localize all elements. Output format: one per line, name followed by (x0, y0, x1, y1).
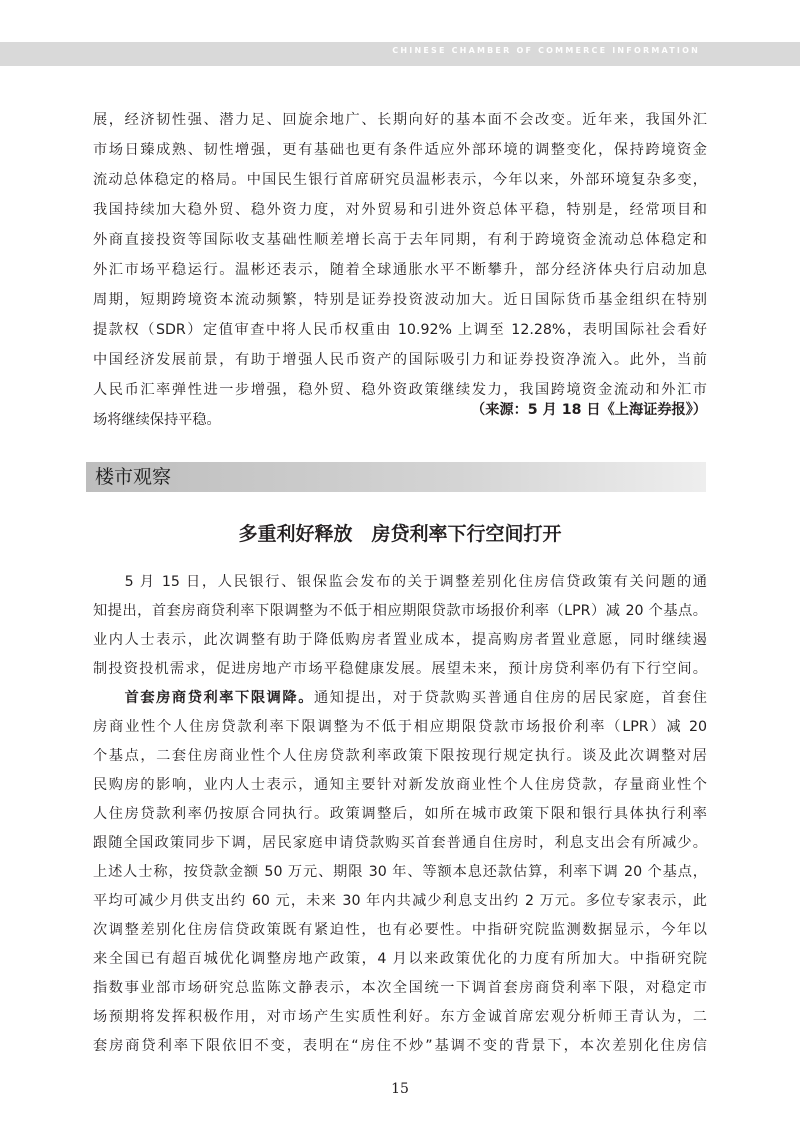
intro-line: 周期，短期跨境资本流动频繁，特别是证券投资波动加大。近日国际货币基金组织在特别 (93, 292, 707, 308)
article-para2-line: 民购房的影响，业内人士表示，通知主要针对新发放商业性个人住房贷款，存量商业性个 (93, 777, 707, 793)
article-para2-first-rest: 通知提出，对于贷款购买普通自住房的居民家庭，首套住 (313, 690, 707, 706)
intro-line: 外汇市场平稳运行。温彬还表示，随着全球通胀水平不断攀升，部分经济体央行启动加息 (93, 262, 707, 278)
intro-line: 流动总体稳定的格局。中国民生银行首席研究员温彬表示，今年以来，外部环境复杂多变， (93, 172, 707, 188)
article-para2-line: 次调整差别化住房信贷政策既有紧迫性，也有必要性。中指研究院监测数据显示，今年以 (93, 922, 707, 938)
intro-line: 展，经济韧性强、潜力足、回旋余地广、长期向好的基本面不会改变。近年来，我国外汇 (93, 112, 707, 128)
intro-line: 场将继续保持平稳。 (93, 412, 221, 428)
article-para2-line: 套房商贷利率下限依旧不变，表明在“房住不炒”基调不变的背景下，本次差别化住房信 (93, 1038, 707, 1054)
article-para2-line: 平均可减少月供支出约 60 元，未来 30 年内共减少利息支出约 2 万元。多位专家表示，此 (93, 893, 707, 909)
article-para2-lead: 首套房商贷利率下限调降。 (124, 690, 314, 706)
article-para1-line: 业内人士表示，此次调整有助于降低购房者置业成本，提高购房者置业意愿，同时继续遏 (93, 632, 707, 648)
intro-line: 人民币汇率弹性进一步增强，稳外贸、稳外资政策继续发力，我国跨境资金流动和外汇市 (93, 382, 707, 398)
intro-source: （来源：5 月 18 日《上海证券报》） (471, 402, 707, 418)
article-para1-line: 制投资投机需求，促进房地产市场平稳健康发展。展望未来，预计房贷利率仍有下行空间。 (93, 661, 707, 677)
article-para2-line: 跟随全国政策同步下调，居民家庭申请贷款购买首套普通自住房时，利息支出会有所减少。 (93, 835, 707, 851)
article-para2-line: 房商业性个人住房贷款利率下限调整为不低于相应期限贷款市场报价利率（LPR）减 20 (93, 719, 707, 735)
intro-line: 中国经济发展前景，有助于增强人民币资产的国际吸引力和证券投资净流入。此外，当前 (93, 352, 707, 368)
article-para2-line: 个基点，二套住房商业性个人住房贷款利率政策下限按现行规定执行。谈及此次调整对居 (93, 748, 707, 764)
section-header-band (86, 462, 706, 492)
intro-line: 我国持续加大稳外贸、稳外资力度，对外贸易和引进外资总体平稳，特别是，经常项目和 (93, 202, 707, 218)
article-para1-line: 知提出，首套房商贷利率下限调整为不低于相应期限贷款市场报价利率（LPR）减 20 个基点。 (93, 603, 707, 619)
article-title: 多重利好释放 房贷利率下行空间打开 (238, 523, 562, 545)
article-para2-line: 来全国已有超百城优化调整房地产政策，4 月以来政策优化的力度有所加大。中指研究院 (93, 951, 707, 967)
page-number: 15 (391, 1081, 409, 1097)
article-para2-first-line (93, 686, 707, 710)
intro-line: 提款权（SDR）定值审查中将人民币权重由 10.92% 上调至 12.28%，表明国际社会看好 (93, 322, 707, 338)
intro-line: 外商直接投资等国际收支基础性顺差增长高于去年同期，有利于跨境资金流动总体稳定和 (93, 232, 707, 248)
article-para1-line: 5 月 15 日，人民银行、银保监会发布的关于调整差别化住房信贷政策有关问题的通 (93, 574, 707, 590)
intro-line: 市场日臻成熟、韧性增强，更有基础也更有条件适应外部环境的调整变化，保持跨境资金 (93, 142, 707, 158)
section-title: 楼市观察 (95, 466, 172, 488)
header-title: CHINESE CHAMBER OF COMMERCE INFORMATION (392, 46, 700, 55)
article-para2-line: 指数事业部市场研究总监陈文静表示，本次全国统一下调首套房商贷利率下限，对稳定市 (93, 980, 707, 996)
article-para2-line: 场预期将发挥积极作用，对市场产生实质性利好。东方金诚首席宏观分析师王青认为，二 (93, 1009, 707, 1025)
article-para2-line: 上述人士称，按贷款金额 50 万元、期限 30 年、等额本息还款估算，利率下调 20 个基点， (93, 864, 707, 880)
article-para2-line: 人住房贷款利率仍按原合同执行。政策调整后，如所在城市政策下限和银行具体执行利率 (93, 806, 707, 822)
